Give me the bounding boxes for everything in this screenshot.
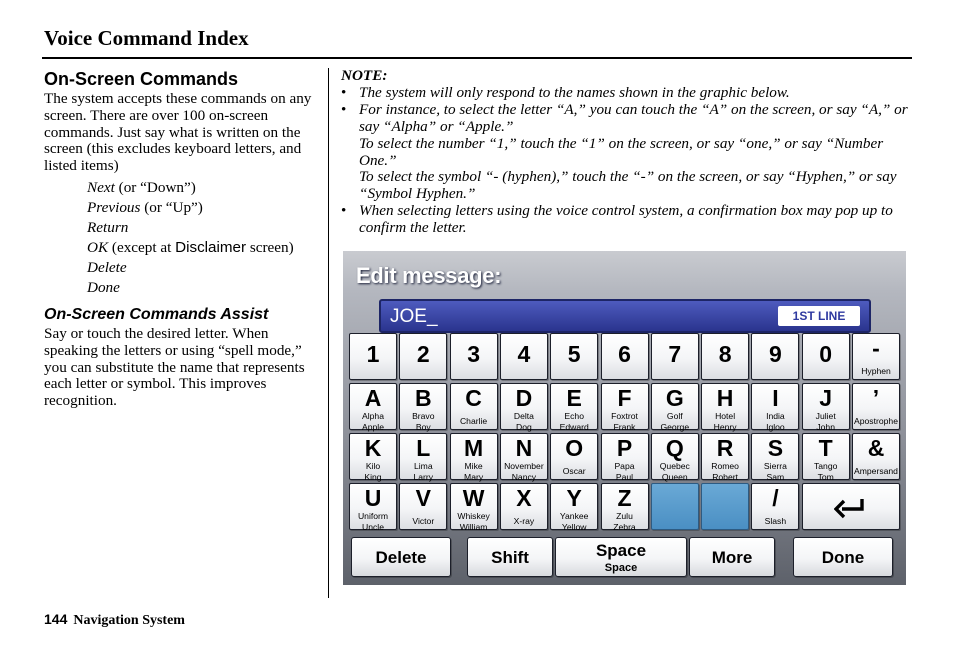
key-golf[interactable] bbox=[651, 383, 699, 430]
blank-key[interactable] bbox=[701, 483, 749, 530]
key-phonetic: Lima Larry bbox=[413, 461, 434, 482]
key-label: 5 bbox=[567, 341, 581, 367]
key-label: 1 bbox=[366, 341, 380, 367]
key-phonetic: Romeo Robert bbox=[711, 461, 739, 482]
note-item: • The system will only respond to the names shown in the graphic below. bbox=[341, 83, 790, 101]
key-phonetic: Delta Dog bbox=[513, 411, 534, 432]
blank-key[interactable] bbox=[651, 483, 699, 530]
key-charlie[interactable] bbox=[450, 383, 498, 430]
key-phonetic: Golf George bbox=[660, 411, 690, 432]
key-phonetic: Tango Tom bbox=[813, 461, 838, 482]
key-label: K bbox=[364, 435, 382, 461]
bullet: • bbox=[341, 100, 347, 118]
key-label: ’ bbox=[872, 385, 880, 411]
key-phonetic: Papa Paul bbox=[614, 461, 635, 482]
screen-title: Edit message: bbox=[356, 263, 502, 288]
key-label: L bbox=[416, 435, 431, 461]
key-phonetic: Mike Mary bbox=[464, 461, 484, 482]
key-label: M bbox=[464, 435, 484, 461]
key-phonetic: November Nancy bbox=[504, 461, 544, 482]
key-phonetic: Ampersand bbox=[854, 466, 898, 476]
key-label: 0 bbox=[819, 341, 833, 367]
on-screen-commands-heading: On-Screen Commands bbox=[44, 69, 239, 89]
title-rule bbox=[42, 57, 912, 59]
key-4[interactable] bbox=[500, 333, 548, 380]
key-label: 2 bbox=[416, 341, 430, 367]
key-victor[interactable] bbox=[399, 483, 447, 530]
key-phonetic: Hyphen bbox=[861, 366, 891, 376]
key-bravo[interactable] bbox=[399, 383, 447, 430]
key-alpha[interactable] bbox=[349, 383, 397, 430]
key-8[interactable] bbox=[701, 333, 749, 380]
key-phonetic: Zulu Zebra bbox=[613, 511, 636, 532]
command-item: Next (or “Down”) bbox=[87, 178, 196, 196]
key-label: S bbox=[767, 435, 784, 461]
key-label: B bbox=[414, 385, 432, 411]
key-phonetic: Uniform Uncle bbox=[357, 511, 389, 532]
key-uniform[interactable] bbox=[349, 483, 397, 530]
key-phonetic: Sierra Sam bbox=[763, 461, 787, 482]
key-phonetic: Bravo Boy bbox=[412, 411, 435, 432]
command-item: Previous (or “Up”) bbox=[87, 198, 203, 216]
key-6[interactable] bbox=[601, 333, 649, 380]
key-yankee[interactable] bbox=[550, 483, 598, 530]
key-label: T bbox=[818, 435, 833, 461]
key-label: - bbox=[872, 335, 880, 361]
key-zulu[interactable] bbox=[601, 483, 649, 530]
enter-arrow-icon bbox=[834, 507, 868, 524]
key-3[interactable] bbox=[450, 333, 498, 380]
key-hotel[interactable] bbox=[701, 383, 749, 430]
key-november[interactable] bbox=[500, 433, 548, 480]
more-button[interactable]: More bbox=[689, 537, 775, 577]
key-5[interactable] bbox=[550, 333, 598, 380]
key-label: P bbox=[616, 435, 633, 461]
key-phonetic: Victor bbox=[412, 516, 435, 526]
key-foxtrot[interactable] bbox=[601, 383, 649, 430]
key-label: C bbox=[465, 385, 482, 411]
key-sierra[interactable] bbox=[751, 433, 799, 480]
key-label: X bbox=[516, 485, 532, 511]
key-label: W bbox=[462, 485, 485, 511]
key-juliet[interactable] bbox=[802, 383, 850, 430]
key-phonetic: Echo Edward bbox=[559, 411, 589, 432]
key-ampersand[interactable] bbox=[852, 433, 900, 480]
line-indicator-badge[interactable]: 1ST LINE bbox=[778, 306, 860, 326]
enter-key[interactable] bbox=[802, 483, 900, 530]
key-label: Y bbox=[566, 485, 582, 511]
key-quebec[interactable] bbox=[651, 433, 699, 480]
key-label: Z bbox=[617, 485, 632, 511]
note-sub-number: To select the number “1,” touch the “1” on the screen, or say “one,” or say “Number One.” bbox=[359, 134, 884, 169]
key-delta[interactable] bbox=[500, 383, 548, 430]
assist-text: Say or touch the desired letter. When speaking the letters or using “spell mode,” you can substitute the name that represents each letter or symbol. This improves recognition. bbox=[44, 324, 305, 410]
footer-label: Navigation System bbox=[73, 613, 185, 628]
key-kilo[interactable] bbox=[349, 433, 397, 480]
column-divider bbox=[328, 68, 329, 598]
key-label: R bbox=[716, 435, 734, 461]
command-item: Delete bbox=[87, 258, 127, 276]
command-list bbox=[87, 178, 319, 298]
key-romeo[interactable] bbox=[701, 433, 749, 480]
key-tango[interactable] bbox=[802, 433, 850, 480]
done-button[interactable]: Done bbox=[793, 537, 893, 577]
key-label: & bbox=[867, 435, 885, 461]
key-whiskey[interactable] bbox=[450, 483, 498, 530]
command-item: Return bbox=[87, 218, 129, 236]
note-sub-symbol: To select the symbol “- (hyphen),” touch the “-” on the screen, or say “Hyphen,” or say “Symbol Hyphen.” bbox=[359, 168, 897, 203]
key-label: A bbox=[364, 385, 382, 411]
note-column bbox=[341, 68, 913, 237]
command-item: OK (except at Disclaimer screen) bbox=[87, 238, 294, 256]
key-phonetic: Juliet John bbox=[815, 411, 836, 432]
key-label: / bbox=[772, 485, 779, 511]
edit-message-screen bbox=[343, 251, 906, 585]
key-phonetic: Kilo King bbox=[364, 461, 382, 482]
key-label: 7 bbox=[668, 341, 682, 367]
key-7[interactable] bbox=[651, 333, 699, 380]
key-lima[interactable] bbox=[399, 433, 447, 480]
command-item: Done bbox=[87, 278, 120, 296]
note-heading: NOTE: bbox=[341, 67, 388, 84]
intro-text: The system accepts these commands on any screen. There are over 100 on-screen commands. Just say what is written on the screen (this excludes keyboard letters, and listed items) bbox=[44, 90, 312, 175]
key-apostrophe[interactable] bbox=[852, 383, 900, 430]
key-phonetic: Yankee Yellow bbox=[559, 511, 589, 532]
key-echo[interactable] bbox=[550, 383, 598, 430]
key-phonetic: Hotel Henry bbox=[713, 411, 737, 432]
key-phonetic: Apostrophe bbox=[854, 416, 898, 426]
page-footer bbox=[44, 611, 185, 629]
shift-button[interactable]: Shift bbox=[467, 537, 553, 577]
key-label: E bbox=[566, 385, 582, 411]
page-number: 144 bbox=[44, 611, 68, 627]
key-phonetic: X-ray bbox=[513, 516, 535, 526]
key-label: G bbox=[665, 385, 684, 411]
section-title: Voice Command Index bbox=[44, 26, 249, 50]
key-label: I bbox=[772, 385, 779, 411]
message-entry-field[interactable] bbox=[379, 299, 871, 333]
key-label: U bbox=[364, 485, 382, 511]
key-label: D bbox=[515, 385, 533, 411]
key-phonetic: Oscar bbox=[562, 466, 586, 476]
key-phonetic: Whiskey William bbox=[457, 511, 490, 532]
key-slash[interactable] bbox=[751, 483, 799, 530]
key-label: 9 bbox=[768, 341, 782, 367]
left-column bbox=[44, 68, 319, 410]
key-label: F bbox=[617, 385, 632, 411]
key-papa[interactable] bbox=[601, 433, 649, 480]
key-label: 6 bbox=[618, 341, 631, 367]
key-oscar[interactable] bbox=[550, 433, 598, 480]
key-phonetic: Charlie bbox=[459, 416, 488, 426]
key-label: J bbox=[819, 385, 833, 411]
key-label: 3 bbox=[467, 341, 480, 367]
key-label: N bbox=[515, 435, 533, 461]
key-hyphen[interactable] bbox=[852, 333, 900, 380]
key-phonetic: Slash bbox=[764, 516, 787, 526]
bullet: • bbox=[341, 202, 347, 220]
note-item: • When selecting letters using the voice control system, a confirmation box may pop up to confirm the letter. bbox=[341, 202, 893, 237]
key-1[interactable] bbox=[349, 333, 397, 380]
key-phonetic: Foxtrot Frank bbox=[611, 411, 638, 432]
key-mike[interactable] bbox=[450, 433, 498, 480]
key-phonetic: Alpha Apple bbox=[362, 411, 384, 432]
key-2[interactable] bbox=[399, 333, 447, 380]
assist-heading: On-Screen Commands Assist bbox=[44, 305, 269, 323]
delete-button[interactable]: Delete bbox=[351, 537, 451, 577]
note-item: • For instance, to select the letter “A,” you can touch the “A” on the screen, or say “A,” or say “Alpha” or “Apple.” To select the number “1,” touch the “1” on the screen, or say “one,” or say “Number One.” To select the symbol “- (hyphen),” touch the “-” on the screen, or say “Hyphen,” or say “Symbol Hyphen.” bbox=[341, 102, 913, 203]
key-9[interactable] bbox=[751, 333, 799, 380]
key-label: 4 bbox=[517, 341, 531, 367]
key-label: H bbox=[716, 385, 734, 411]
entry-text: JOE_ bbox=[390, 306, 438, 327]
key-india[interactable] bbox=[751, 383, 799, 430]
key-0[interactable] bbox=[802, 333, 850, 380]
key-label: O bbox=[565, 435, 584, 461]
key-phonetic: India Igloo bbox=[766, 411, 785, 432]
key-phonetic: Quebec Queen bbox=[659, 461, 690, 482]
key-label: Q bbox=[665, 435, 684, 461]
key-label: 8 bbox=[718, 341, 732, 367]
space-button[interactable]: Space Space bbox=[555, 537, 687, 577]
key-x-ray[interactable] bbox=[500, 483, 548, 530]
key-label: V bbox=[415, 485, 431, 511]
bullet: • bbox=[341, 83, 347, 101]
